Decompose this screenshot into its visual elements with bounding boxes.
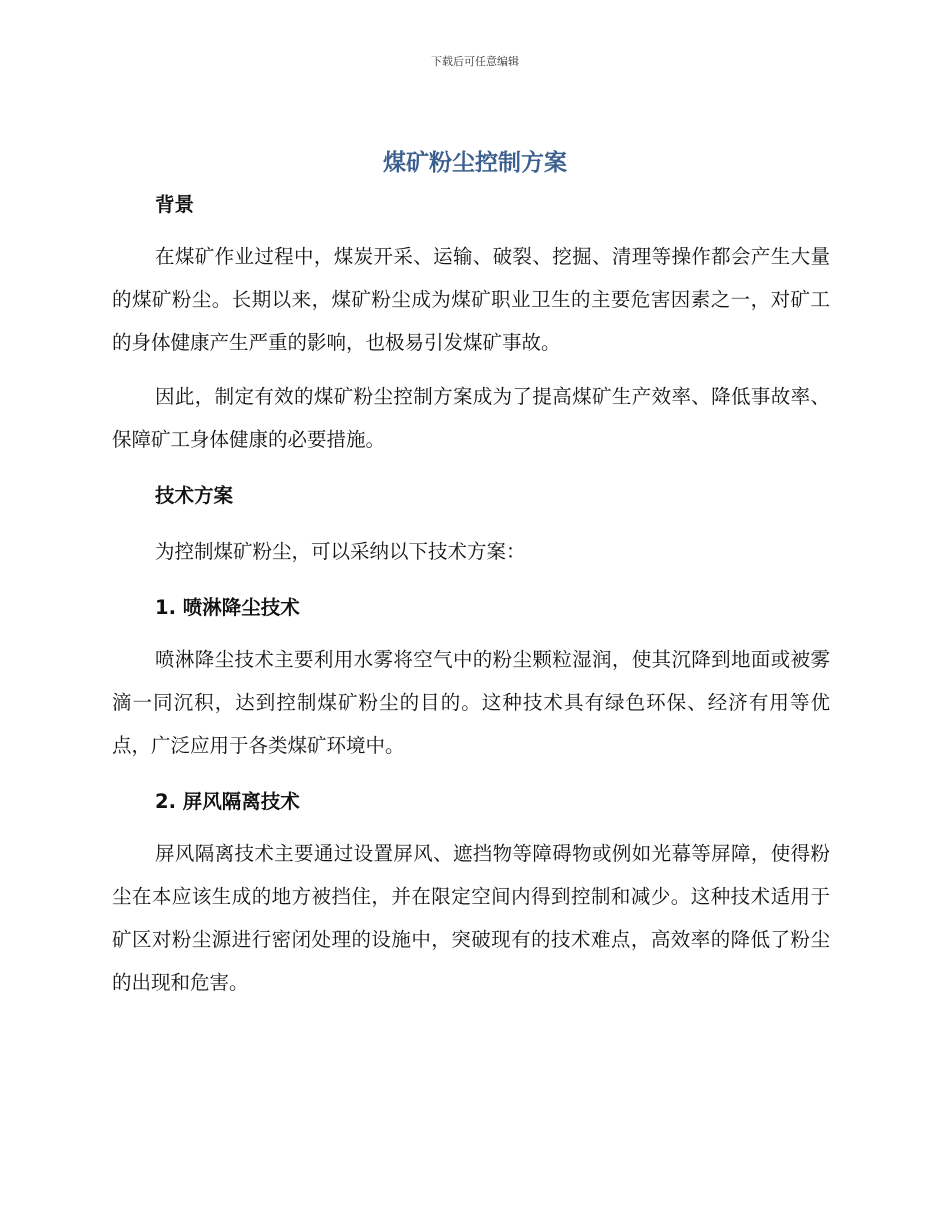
document-body: [112, 186, 830, 1004]
paragraph-screen: 屏风隔离技术主要通过设置屏风、遮挡物等障碍物或例如光幕等屏障，使得粉尘在本应该生成的地方被挡住，并在限定空间内得到控制和减少。这种技术适用于矿区对粉尘源进行密闭处理的设施中，突破现有的技术难点，高效率的降低了粉尘的出现和危害。: [112, 842, 830, 994]
section-heading-spray: 1. 喷淋降尘技术: [155, 596, 300, 619]
paragraph-background-2: 因此，制定有效的煤矿粉尘控制方案成为了提高煤矿生产效率、降低事故率、保障矿工身体健康的必要措施。: [112, 385, 830, 451]
section-heading-background: 背景: [155, 193, 195, 216]
section-heading-screen: 2. 屏风隔离技术: [155, 790, 300, 813]
section-heading-tech-plan: 技术方案: [155, 484, 234, 507]
header-note: 下载后可任意编辑: [431, 55, 519, 68]
paragraph-spray: 喷淋降尘技术主要利用水雾将空气中的粉尘颗粒湿润，使其沉降到地面或被雾滴一同沉积，达到控制煤矿粉尘的目的。这种技术具有绿色环保、经济有用等优点，广泛应用于各类煤矿环境中。: [112, 648, 830, 757]
paragraph-tech-plan-intro: 为控制煤矿粉尘，可以采纳以下技术方案：: [155, 540, 526, 563]
paragraph-background-1: 在煤矿作业过程中，煤炭开采、运输、破裂、挖掘、清理等操作都会产生大量的煤矿粉尘。长期以来，煤矿粉尘成为煤矿职业卫生的主要危害因素之一，对矿工的身体健康产生严重的影响，也极易引发煤矿事故。: [112, 245, 830, 354]
document-title: 煤矿粉尘控制方案: [383, 150, 567, 176]
